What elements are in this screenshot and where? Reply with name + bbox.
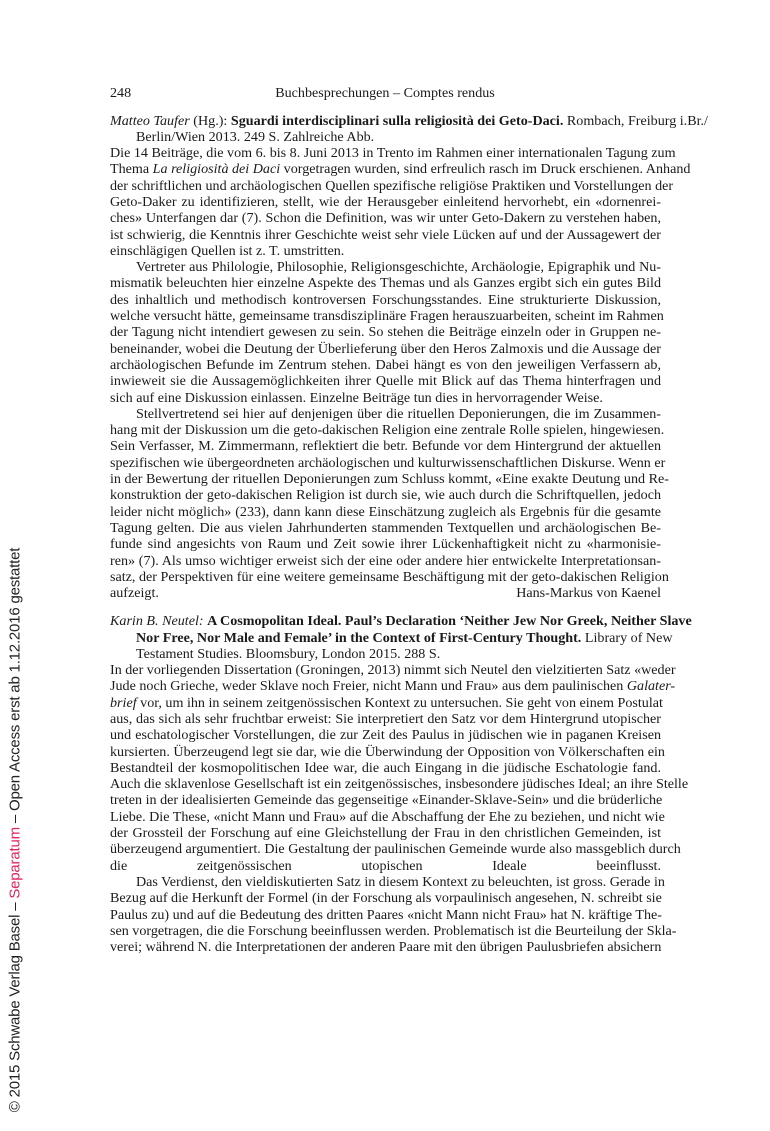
italic-run: Matteo Taufer <box>110 112 190 129</box>
bibliographic-heading <box>110 112 708 146</box>
text-run: Library of New <box>581 629 673 646</box>
italic-run: Karin B. Neutel: <box>110 613 204 630</box>
text-line <box>110 210 661 226</box>
text-line <box>110 711 661 727</box>
text-run: mismatik beleuchten hier einzelne Aspekte des Themas und als Ganzes ergibt sich ein gutes Bild <box>110 275 661 292</box>
text-line <box>110 873 665 890</box>
text-line <box>110 471 669 488</box>
text-run: (Hg.): <box>189 112 231 129</box>
text-run: der Tagung nicht intendiert gewesen zu sein. So stehen die Beiträge einzeln oder in Gruppen ne- <box>110 324 661 341</box>
bibliographic-heading <box>110 613 692 662</box>
closing-line <box>110 585 661 601</box>
text-run: archäologischen Befunde im Zentrum stehen. Dabei hängt es von den jeweiligen Verfassern ab, <box>110 356 661 373</box>
text-run: sich auf eine Diskussion einlassen. Einzelne Beiträge tun dies in hervorragender Weise. <box>110 389 603 406</box>
side-note-suffix: – Open Access erst ab 1.12.2016 gestattet <box>6 547 24 828</box>
text-run: verei; während N. die Interpretationen der anderen Paare mit den übrigen Paulusbriefen absichern <box>110 939 662 956</box>
text-run: Paulus zu) und auf die Bedeutung des dritten Paares «nicht Mann nicht Frau» hat N. kräftige The- <box>110 906 662 923</box>
text-line <box>110 487 661 503</box>
text-line <box>110 841 681 858</box>
text-run: der Grossteil der Forschung auf eine Gleichstellung der Frau in den christlichen Gemeinden, ist <box>110 825 661 842</box>
paragraph <box>110 405 669 585</box>
text-run: In der vorliegenden Dissertation (Groningen, 2013) nimmt sich Neutel den vielzitierten Satz «weder <box>110 662 676 679</box>
text-run: beneinander, wobei die Deutung der Überlieferung über den Heros Zalmoxis und die Aussage der <box>110 340 661 357</box>
text-line <box>110 922 677 939</box>
text-run: und eschatologischer Vorstellungen, die zur Zeit des Paulus in jüdischen wie in paganen Kreisen <box>110 727 661 744</box>
text-line <box>110 776 689 793</box>
text-line <box>110 504 661 520</box>
review-entry <box>110 613 692 956</box>
text-run: konstruktion der geto-dakischen Religion ist durch sie, wie auch durch die Schriftquellen, jedoch <box>110 487 661 504</box>
text-line <box>110 357 661 373</box>
text-run: Thema <box>110 161 153 178</box>
text-run: vorgetragen wurden, sind erfreulich rasch im Druck erschienen. Anhand <box>280 161 691 178</box>
text-run: Geto-Daker zu identifizieren, stellt, wie der Herausgeber einleitend hervorhebt, ein «dornenrei- <box>110 193 661 210</box>
text-run: des inhaltlich und methodisch kontroversen Forschungsstandes. Eine strukturierte Diskussion, <box>110 291 661 308</box>
text-line <box>110 695 661 711</box>
text-run: hang mit der Diskussion um die geto-dakischen Religion eine zentrale Rolle spielen, hingewiesen. <box>110 422 665 439</box>
text-run: Sein Verfasser, M. Zimmermann, reflektiert die betr. Befunde vor dem Hintergrund der aktuellen <box>110 438 661 455</box>
text-run: welche versucht hätte, gemeinsame transdisziplinäre Fragen herauszuarbeiten, scheint im Rahmen <box>110 308 664 325</box>
text-line <box>110 939 661 955</box>
text-run: Rombach, Freiburg i.Br./ <box>563 112 708 129</box>
text-run: Liebe. Die These, «nicht Mann und Frau» auf die Abschaffung der Ehe zu beziehen, und nicht wie <box>110 808 665 825</box>
text-run: aus, das sich als sehr fruchtbar erweist: Sie interpretiert den Satz vor dem Hintergrund utopischer <box>110 710 661 727</box>
text-run: in der Bewertung der rituellen Deponierungen zum Schluss kommt, «Eine exakte Deutung und Re- <box>110 471 669 488</box>
text-line <box>110 553 661 569</box>
italic-run: brief <box>110 694 137 711</box>
text-line <box>110 760 661 776</box>
text-run: überzeugend argumentiert. Die Gestaltung der paulinischen Gemeinde wurde also massgeblich durch <box>110 841 681 858</box>
heading-line <box>110 613 692 630</box>
heading-line <box>110 112 708 129</box>
text-line <box>110 454 666 471</box>
text-run: leider nicht möglich» (233), dann kann diese Einschätzung zugleich als Ergebnis für die gesamte <box>110 503 661 520</box>
text-run: einschlägigen Quellen ist z. T. umstritten. <box>110 242 345 259</box>
text-run: Stellvertretend sei hier auf denjenigen über die rituellen Deponierungen, die im Zusammen- <box>136 405 661 422</box>
text-line <box>110 243 661 259</box>
italic-run: Galater- <box>626 678 676 695</box>
text-line <box>110 568 669 585</box>
text-run: sen vorgetragen, die die Forschung beeinflussen werden. Problematisch ist die Beurteilung der Skla- <box>110 922 677 939</box>
side-note-separatum: Separatum <box>6 827 24 899</box>
text-line <box>110 858 661 874</box>
running-head-title: Buchbesprechungen – Comptes rendus <box>275 85 495 101</box>
text-line <box>110 341 661 357</box>
text-run: ren» (7). Als umso wichtiger erweist sich der eine oder andere hier entwickelte Interpretationsan- <box>110 552 661 569</box>
text-line <box>110 161 691 178</box>
text-line <box>110 275 661 291</box>
text-line <box>110 406 661 422</box>
review-entry <box>110 112 708 602</box>
text-run: ist schwierig, die Kenntnis ihrer Geschichte weist sehr viele Lücken auf und der Aussagewert der <box>110 226 661 243</box>
side-note-prefix: © 2015 Schwabe Verlag Basel – <box>6 898 24 1113</box>
text-run: satz, der Perspektiven für eine weitere gemeinsame Beschäftigung mit der geto-dakischen Religion <box>110 568 669 585</box>
text-line <box>110 890 661 906</box>
paragraph <box>110 259 664 406</box>
text-run: der schriftlichen und archäologischen Quellen spezifische religiöse Praktiken und Vorstellungen der <box>110 177 674 194</box>
paragraph <box>110 873 677 956</box>
text-run: kursierten. Überzeugend legt sie dar, wie die Überwindung der Opposition von Völkerschaften ein <box>110 743 665 760</box>
text-run: Die 14 Beiträge, die vom 6. bis 8. Juni 2013 in Trento im Rahmen einer internationalen Tagung zum <box>110 145 676 162</box>
bold-run: Nor Free, Nor Male and Female’ in the Context of First-Century Thought. <box>136 629 582 646</box>
text-run: Bezug auf die Herkunft der Formel (in der Forschung als vorpaulinisch angesehen, N. schreibt sie <box>110 890 662 907</box>
text-line <box>110 438 661 454</box>
text-line <box>110 422 665 439</box>
text-line <box>110 727 661 743</box>
italic-run: La religiosità dei Daci <box>152 161 281 178</box>
text-line <box>110 227 661 243</box>
text-line <box>110 373 661 389</box>
text-line <box>110 390 661 406</box>
copyright-side-note <box>7 548 24 1112</box>
page-number: 248 <box>110 85 132 101</box>
text-line <box>110 808 665 825</box>
bold-run: Sguardi interdisciplinari sulla religiosità dei Geto-Daci. <box>230 112 564 129</box>
text-line <box>110 308 664 325</box>
text-run: Das Verdienst, den vieldiskutierten Satz in diesem Kontext zu beleuchten, ist gross. Gerade in <box>136 873 665 890</box>
text-line <box>110 145 676 162</box>
heading-line <box>110 129 661 145</box>
text-run: ches» Unterfangen dar (7). Schon die Definition, was wir unter Geto-Dakern zu verstehen haben, <box>110 210 661 227</box>
heading-line <box>110 646 661 662</box>
text-line <box>110 324 661 340</box>
text-run: Vertreter aus Philologie, Philosophie, Religionsgeschichte, Archäologie, Epigraphik und Nu- <box>136 259 661 276</box>
text-run: vor, um ihn in seinem zeitgenössischen Kontext zu untersuchen. Sie geht von einem Postulat <box>136 694 663 711</box>
paragraph <box>110 662 689 874</box>
running-head <box>110 84 660 102</box>
paragraph <box>110 145 691 259</box>
text-line <box>110 177 674 194</box>
text-line <box>110 907 661 923</box>
text-run: Berlin/Wien 2013. 249 S. Zahlreiche Abb. <box>136 128 375 145</box>
reviewer-signature: Hans-Markus von Kaenel <box>516 585 661 602</box>
text-line <box>110 792 661 808</box>
text-run: spezifischen wie übergeordneten archäologischen und kulturwissenschaftlichen Diskurse. Wenn er <box>110 454 666 471</box>
text-line <box>110 743 665 760</box>
text-run: Testament Studies. Bloomsbury, London 2015. 288 S. <box>136 645 441 662</box>
text-run: Bestandteil der kosmopolitischen Idee war, die auch Eingang in die jüdische Eschatologie fand. <box>110 759 661 776</box>
heading-line <box>110 629 673 646</box>
text-line <box>110 825 661 841</box>
bold-run: A Cosmopolitan Ideal. Paul’s Declaration ‘Neither Jew Nor Greek, Neither Slave <box>207 613 692 630</box>
text-line <box>110 678 676 695</box>
text-run: Tagung gelten. Die aus vielen Jahrhunderten stammenden Textquellen und archäologischen Be- <box>110 519 661 536</box>
text-line <box>110 259 661 275</box>
text-line <box>110 536 661 552</box>
review-text <box>110 112 708 956</box>
text-line <box>110 292 661 308</box>
closing-text: aufzeigt. <box>110 585 159 602</box>
text-line <box>110 194 661 210</box>
text-run: Jude noch Grieche, weder Sklave noch Freier, nicht Mann und Frau» aus dem paulinischen <box>110 678 627 695</box>
text-line <box>110 662 676 679</box>
text-run: die zeitgenössischen utopischen Ideale beeinflusst. <box>110 857 661 874</box>
entry-separator <box>110 601 661 613</box>
text-run: treten in der idealisierten Gemeinde das gegenseitige «Einander-Sklave-Sein» und die brüderliche <box>110 792 663 809</box>
text-run: inwieweit sie die Aussagemöglichkeiten ihrer Quelle mit Blick auf das Thema hinterfragen und <box>110 373 661 390</box>
text-run: Auch die sklavenlose Gesellschaft ist ein zeitgenössisches, insbesondere jüdisches Ideal; an ihre Stelle <box>110 776 689 793</box>
text-run: funde sind angesichts von Raum und Zeit sowie ihrer Lückenhaftigkeit nicht zu «harmonisie- <box>110 536 661 553</box>
text-line <box>110 520 661 536</box>
